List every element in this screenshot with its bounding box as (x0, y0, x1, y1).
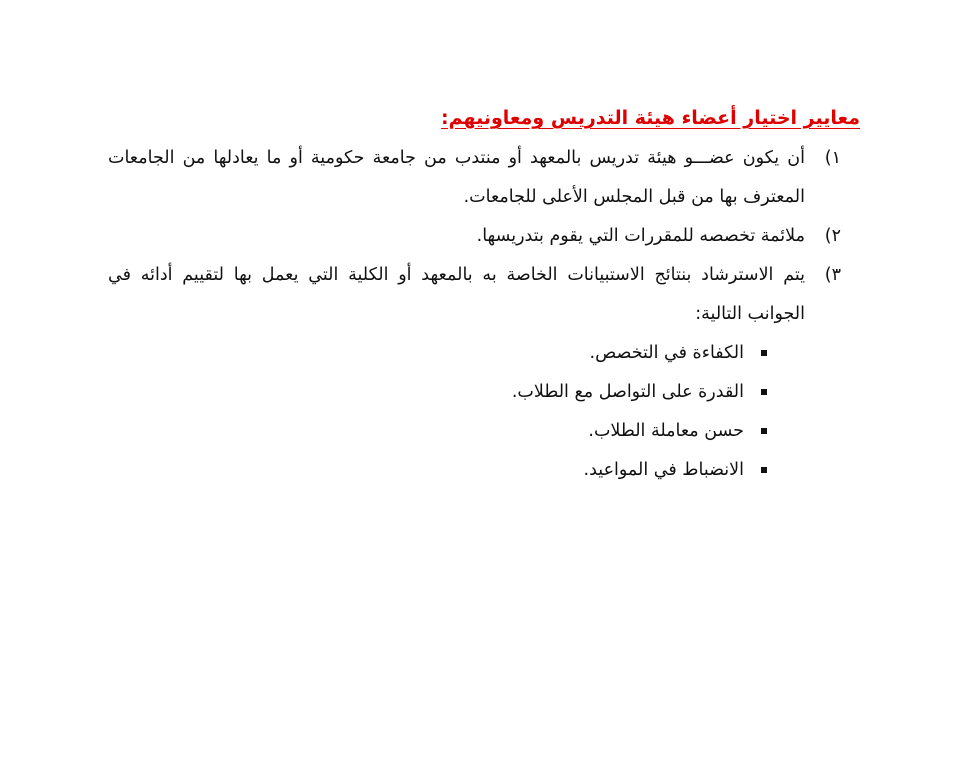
criteria-bullet-list (108, 334, 860, 490)
section-heading: معايير اختيار أعضاء هيئة التدريس ومعاونيهم: (441, 107, 860, 129)
item-text: ملائمة تخصصه للمقررات التي يقوم بتدريسها. (476, 226, 805, 246)
item-number: ١) (824, 148, 841, 168)
bullet-text: القدرة على التواصل مع الطلاب. (511, 382, 744, 402)
document-body (108, 103, 860, 490)
square-bullet-icon (761, 389, 767, 395)
square-bullet-icon (761, 428, 767, 434)
square-bullet-icon (761, 467, 767, 473)
item-number: ٣) (824, 265, 841, 285)
item-text: أن يكون عضـــو هيئة تدريس بالمعهد أو منتدب من جامعة حكومية أو ما يعادلها من الجامعات المعترف بها من قبل المجلس الأعلى للجامعات. (108, 148, 805, 207)
bullet-text: حسن معاملة الطلاب. (588, 421, 744, 441)
numbered-item-2 (108, 217, 860, 256)
numbered-item-1 (108, 139, 860, 217)
bullet-item (108, 373, 860, 412)
numbered-item-3 (108, 256, 860, 334)
item-number: ٢) (824, 226, 841, 246)
bullet-item (108, 451, 860, 490)
bullet-text: الكفاءة في التخصص. (589, 343, 744, 363)
square-bullet-icon (761, 350, 767, 356)
bullet-item (108, 334, 860, 373)
bullet-item (108, 412, 860, 451)
bullet-text: الانضباط في المواعيد. (583, 460, 744, 480)
item-text: يتم الاسترشاد بنتائج الاستبيانات الخاصة به بالمعهد أو الكلية التي يعمل بها لتقييم أدائه في الجوانب التالية: (108, 265, 805, 324)
